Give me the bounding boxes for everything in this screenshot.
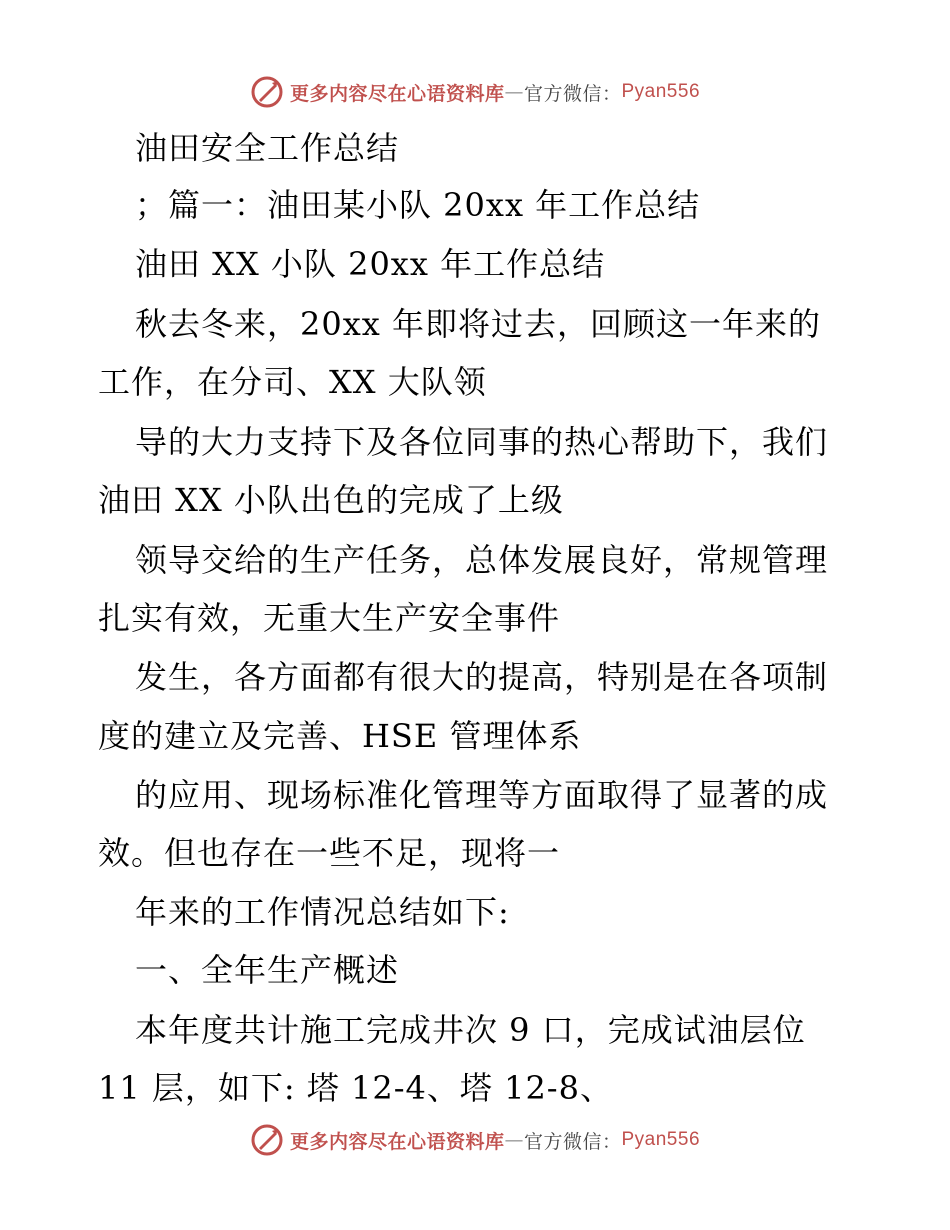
paragraph-line: 领导交给的生产任务，总体发展良好，常规管理	[135, 541, 829, 579]
paragraph-line: 秋去冬来，20xx 年即将过去，回顾这一年来的	[135, 305, 821, 343]
subtitle-line: 油田 XX 小队 20xx 年工作总结	[135, 245, 606, 283]
paragraph-line: 工作，在分司、XX 大队领	[98, 363, 487, 401]
watermark-separator: —	[504, 1129, 524, 1151]
paragraph-line: 导的大力支持下及各位同事的热心帮助下，我们	[135, 423, 829, 461]
watermark-separator: —	[504, 81, 524, 103]
watermark-wechat-id: Pyan556	[621, 81, 701, 102]
paragraph-line: 扎实有效，无重大生产安全事件	[98, 599, 561, 637]
document-title: 油田安全工作总结	[135, 129, 400, 167]
watermark-header	[0, 72, 950, 112]
quill-pen-logo-icon	[250, 1123, 284, 1157]
paragraph-line: 效。但也存在一些不足，现将一	[98, 834, 561, 872]
section-heading: 一、全年生产概述	[135, 951, 400, 989]
quill-pen-logo-icon	[250, 75, 284, 109]
paragraph-line: 本年度共计施工完成井次 9 口，完成试油层位	[135, 1011, 806, 1049]
watermark-wechat-label: 官方微信：	[523, 1130, 622, 1153]
watermark-text: 更多内容尽在心语资料库	[289, 1130, 505, 1153]
paragraph-line: 11 层，如下: 塔 12-4、塔 12-8、	[98, 1069, 613, 1107]
watermark-wechat-id: Pyan556	[621, 1129, 701, 1150]
watermark-footer	[0, 1120, 950, 1160]
paragraph-line: 油田 XX 小队出色的完成了上级	[98, 481, 564, 519]
section-heading: ；篇一：油田某小队 20xx 年工作总结	[135, 186, 701, 224]
paragraph-line: 年来的工作情况总结如下:	[135, 893, 510, 931]
paragraph-line: 发生，各方面都有很大的提高，特别是在各项制	[135, 658, 829, 696]
watermark-wechat-label: 官方微信：	[523, 82, 622, 105]
paragraph-line: 的应用、现场标准化管理等方面取得了显著的成	[135, 776, 829, 814]
paragraph-line: 度的建立及完善、HSE 管理体系	[98, 717, 582, 755]
watermark-text: 更多内容尽在心语资料库	[289, 82, 505, 105]
